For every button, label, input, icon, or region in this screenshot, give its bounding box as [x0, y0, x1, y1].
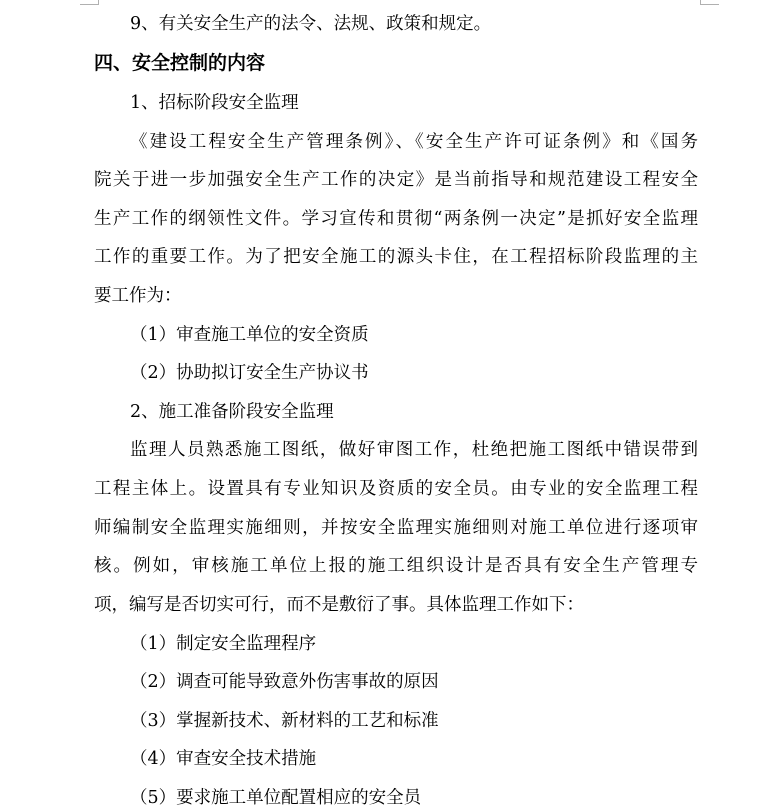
paragraph-line: 工作的重要工作。为了把安全施工的源头卡住，在工程招标阶段监理的主 — [94, 247, 698, 267]
paragraph-line: 监理人员熟悉施工图纸，做好审图工作，杜绝把施工图纸中错误带到 — [130, 440, 698, 460]
subsection-title-1: 1、招标阶段安全监理 — [130, 93, 299, 113]
list-item: （1）制定安全监理程序 — [130, 634, 317, 654]
list-item: （5）要求施工单位配置相应的安全员 — [130, 788, 422, 808]
page-corner-mark-right — [700, 0, 719, 5]
paragraph-line: 核。例如，审核施工单位上报的施工组织设计是否具有安全生产管理专 — [94, 556, 698, 576]
list-item: （2）调查可能导致意外伤害事故的原因 — [130, 672, 439, 692]
list-item: （4）审查安全技术措施 — [130, 749, 317, 769]
list-item-9: 9、有关安全生产的法令、法规、政策和规定。 — [130, 14, 492, 34]
paragraph-line: 院关于进一步加强安全生产工作的决定》是当前指导和规范建设工程安全 — [94, 170, 698, 190]
list-item: （1）审查施工单位的安全资质 — [130, 325, 369, 345]
page-corner-mark-left — [80, 0, 99, 5]
paragraph-line: 项，编写是否切实可行，而不是敷衍了事。具体监理工作如下： — [94, 595, 584, 615]
paragraph-line: 《建设工程安全生产管理条例》、《安全生产许可证条例》和《国务 — [130, 132, 698, 152]
paragraph-line: 师编制安全监理实施细则，并按安全监理实施细则对施工单位进行逐项审 — [94, 518, 698, 538]
paragraph-line: 要工作为： — [94, 286, 182, 306]
subsection-title-2: 2、施工准备阶段安全监理 — [130, 402, 334, 422]
list-item: （3）掌握新技术、新材料的工艺和标准 — [130, 711, 439, 731]
list-item: （2）协助拟订安全生产协议书 — [130, 363, 369, 383]
paragraph-line: 工程主体上。设置具有专业知识及资质的安全员。由专业的安全监理工程 — [94, 479, 698, 499]
paragraph-line: 生产工作的纲领性文件。学习宣传和贯彻“两条例一决定”是抓好安全监理 — [94, 209, 698, 229]
section-heading: 四、安全控制的内容 — [94, 52, 266, 74]
